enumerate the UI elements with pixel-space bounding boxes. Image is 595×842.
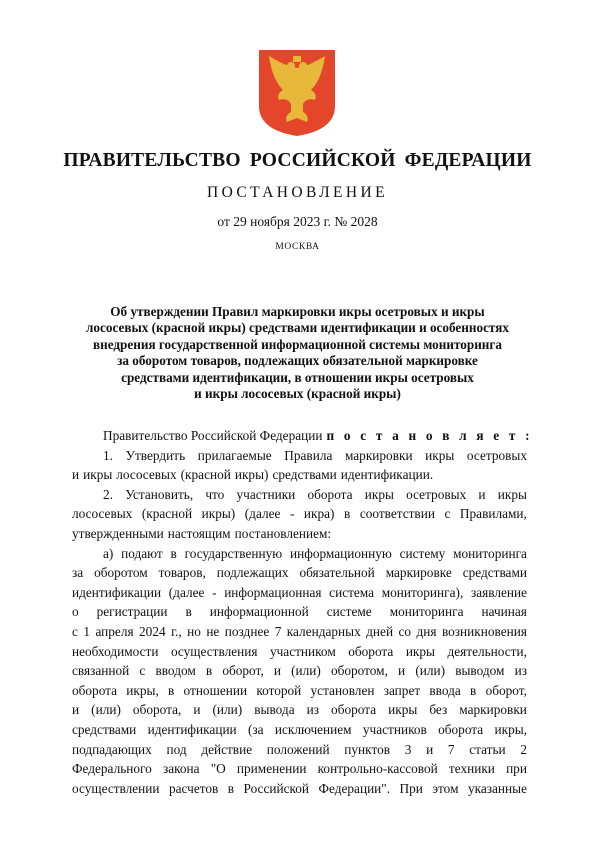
word: с [444, 506, 451, 522]
word: заявление [470, 584, 527, 600]
word: маркировки [344, 447, 413, 463]
word: информационную [289, 545, 392, 561]
word: - [212, 584, 217, 600]
word: системе [326, 604, 372, 620]
word: дня [416, 623, 437, 639]
body-line [72, 485, 527, 505]
word: в [185, 604, 192, 620]
word: обязательной [299, 565, 375, 581]
word: что [205, 486, 225, 502]
word: Утвердить [125, 447, 186, 463]
word: икры [388, 702, 418, 718]
emblem-graphic [257, 48, 337, 138]
word: установлен [310, 682, 375, 698]
word: маркировке [385, 565, 452, 581]
word: 3 [404, 741, 412, 757]
word: средствами [72, 721, 137, 737]
word: постановлением: [234, 525, 332, 541]
title-line: Об утверждении Правил маркировки икры осетровых и икры [110, 304, 485, 319]
word: систему [399, 545, 446, 561]
word: (или) [212, 702, 243, 718]
coat-of-arms-icon [257, 48, 337, 138]
word: и [72, 702, 80, 718]
word: участником [269, 643, 336, 659]
word: прилагаемые [197, 447, 272, 463]
decree-word: п о с т а н о в л я е т : [326, 428, 533, 443]
word: вывода [254, 702, 295, 718]
word: Установить, [125, 486, 194, 502]
word: идентификации [147, 721, 237, 737]
word: в [470, 682, 477, 698]
word: этом [432, 780, 459, 796]
word: подают [121, 545, 163, 561]
body-line [72, 583, 527, 603]
word: участники [236, 486, 296, 502]
body-line [72, 524, 527, 544]
word: оборота, [132, 702, 182, 718]
word: и [72, 467, 80, 483]
word: Российской [243, 780, 310, 796]
body-line [72, 642, 527, 662]
word: действие [201, 741, 253, 757]
word: лососевых [116, 467, 177, 483]
word: г., [171, 623, 182, 639]
word: Федерального [72, 761, 152, 777]
word: средствами [462, 565, 527, 581]
word: и [193, 702, 201, 718]
word: необходимости [72, 643, 159, 659]
word: Правилами, [459, 506, 527, 522]
word: из [514, 663, 527, 679]
word: о [72, 604, 79, 620]
word: икры [364, 486, 394, 502]
body-line [72, 446, 527, 466]
word: вводом [155, 663, 196, 679]
body-line [72, 563, 527, 583]
word: связанной [72, 663, 130, 679]
word: при [506, 761, 527, 777]
preamble-line [72, 426, 533, 446]
word: мониторинга [389, 604, 464, 620]
word: и [426, 741, 434, 757]
title-line: и икры лососевых (красной икры) [194, 386, 401, 402]
word: Федерации". [318, 780, 391, 796]
word: а) [103, 545, 114, 561]
word: (далее [168, 584, 205, 600]
body-line [72, 544, 527, 564]
word: в [205, 663, 213, 679]
body-line [72, 740, 527, 760]
word: икры, [126, 682, 159, 698]
document-title [60, 304, 535, 402]
word: информационная [224, 584, 322, 600]
word: осуществлении [72, 780, 160, 796]
preamble-text: Правительство Российской Федерации [103, 428, 323, 443]
word: товаров, [158, 565, 206, 581]
word: с [139, 663, 146, 679]
word: - [289, 506, 295, 522]
word: (за [248, 721, 264, 737]
word: При [399, 780, 423, 796]
body-line [72, 661, 527, 681]
word: под [166, 741, 187, 757]
word: указанные [467, 780, 527, 796]
word: без [429, 702, 448, 718]
word: начиная [481, 604, 527, 620]
word: 7 [274, 623, 282, 639]
word: со [398, 623, 412, 639]
word: 7 [447, 741, 455, 757]
word: оборота [307, 486, 353, 502]
body-line [72, 504, 527, 524]
word: оборот, [485, 682, 527, 698]
body-line [72, 720, 527, 740]
word: и [273, 663, 281, 679]
word: икры) [201, 506, 236, 522]
title-line: лососевых (красной икры) средствами идентификации и особенностях [86, 320, 509, 336]
title-line: за оборотом товаров, подлежащих обязательной маркировке [117, 353, 478, 369]
word: осетровых [466, 447, 527, 463]
title-line: внедрения государственной информационной системы мониторинга [92, 336, 502, 352]
word: положений [266, 741, 330, 757]
word: государственную [184, 545, 283, 561]
word: участников [362, 721, 427, 737]
word: запрет [383, 682, 421, 698]
word: из [306, 702, 320, 718]
word: настоящим [167, 525, 231, 541]
body-line [72, 622, 527, 642]
body-line [72, 681, 527, 701]
word: 2. [103, 486, 113, 502]
word: регистрации [96, 604, 168, 620]
word: оборота [348, 643, 394, 659]
word: статьи [469, 741, 506, 757]
word: ввода [429, 682, 461, 698]
word: икры) [234, 467, 269, 483]
body-line [72, 700, 527, 720]
word: апреля [95, 623, 134, 639]
word: оборотом [94, 565, 148, 581]
word: идентификации [72, 584, 162, 600]
government-name: ПРАВИТЕЛЬСТВО РОССИЙСКОЙ ФЕДЕРАЦИИ [63, 150, 532, 171]
word: оборотом, [330, 663, 388, 679]
word: (красной [180, 467, 231, 483]
word: и [398, 663, 406, 679]
word: позднее [224, 623, 270, 639]
word: закона [162, 761, 200, 777]
word: информационной [209, 604, 309, 620]
word: подпадающих [72, 741, 152, 757]
word: "О [210, 761, 226, 777]
word: осетровых [406, 486, 467, 502]
word: применении [236, 761, 307, 777]
word: и [478, 486, 486, 502]
word: (красной [141, 506, 193, 522]
word: мониторинга [453, 545, 527, 561]
word: но [187, 623, 201, 639]
word: оборот, [222, 663, 264, 679]
word: дней [366, 623, 394, 639]
city-name: МОСКВА [275, 242, 320, 252]
word: контрольно-кассовой [317, 761, 438, 777]
word: техники [448, 761, 495, 777]
word: возникновения [441, 623, 527, 639]
word: подлежащих [216, 565, 289, 581]
word: система [329, 584, 375, 600]
document-type: ПОСТАНОВЛЕНИЕ [207, 184, 388, 201]
word: Правила [284, 447, 333, 463]
word: деятельности, [447, 643, 527, 659]
word: (далее [244, 506, 281, 522]
body-line [72, 759, 527, 779]
word: в [227, 780, 235, 796]
word: маркировки [459, 702, 527, 718]
word: которой [256, 682, 302, 698]
word: (или) [415, 663, 446, 679]
word: не [206, 623, 220, 639]
word: отношении [183, 682, 248, 698]
word: оборота [331, 702, 377, 718]
word: пунктов [344, 741, 391, 757]
word: (или) [91, 702, 121, 718]
word: в [168, 682, 175, 698]
word: икры [425, 447, 455, 463]
word: икры [83, 467, 113, 483]
word: в [170, 545, 177, 561]
word: расчетов [168, 780, 219, 796]
document-date-number: от 29 ноября 2023 г. № 2028 [217, 214, 378, 229]
word: идентификации. [340, 467, 434, 483]
word: оборота [72, 682, 118, 698]
word: 1 [83, 623, 90, 639]
word: 2 [520, 741, 527, 757]
body-line [72, 465, 527, 485]
body-line [72, 779, 527, 799]
word: икры [497, 486, 527, 502]
word: с [72, 623, 78, 639]
document-body [72, 426, 533, 798]
word: мониторинга), [381, 584, 464, 600]
body-line [72, 602, 527, 622]
word: соответствии [359, 506, 435, 522]
word: оборота [438, 721, 484, 737]
word: исключением [274, 721, 352, 737]
word: утвержденными [72, 525, 164, 541]
word: икры, [494, 721, 527, 737]
word: 2024 [139, 623, 166, 639]
word: осуществления [170, 643, 258, 659]
word: икры [405, 643, 435, 659]
title-line: средствами идентификации, в отношении икры осетровых [121, 369, 474, 385]
word: календарных [286, 623, 361, 639]
word: 1. [103, 447, 113, 463]
word: в [344, 506, 351, 522]
word: икра) [303, 506, 335, 522]
word: за [72, 565, 84, 581]
word: (или) [291, 663, 321, 679]
word: средствами [272, 467, 337, 483]
word: лососевых [72, 506, 133, 522]
word: выводом [455, 663, 505, 679]
